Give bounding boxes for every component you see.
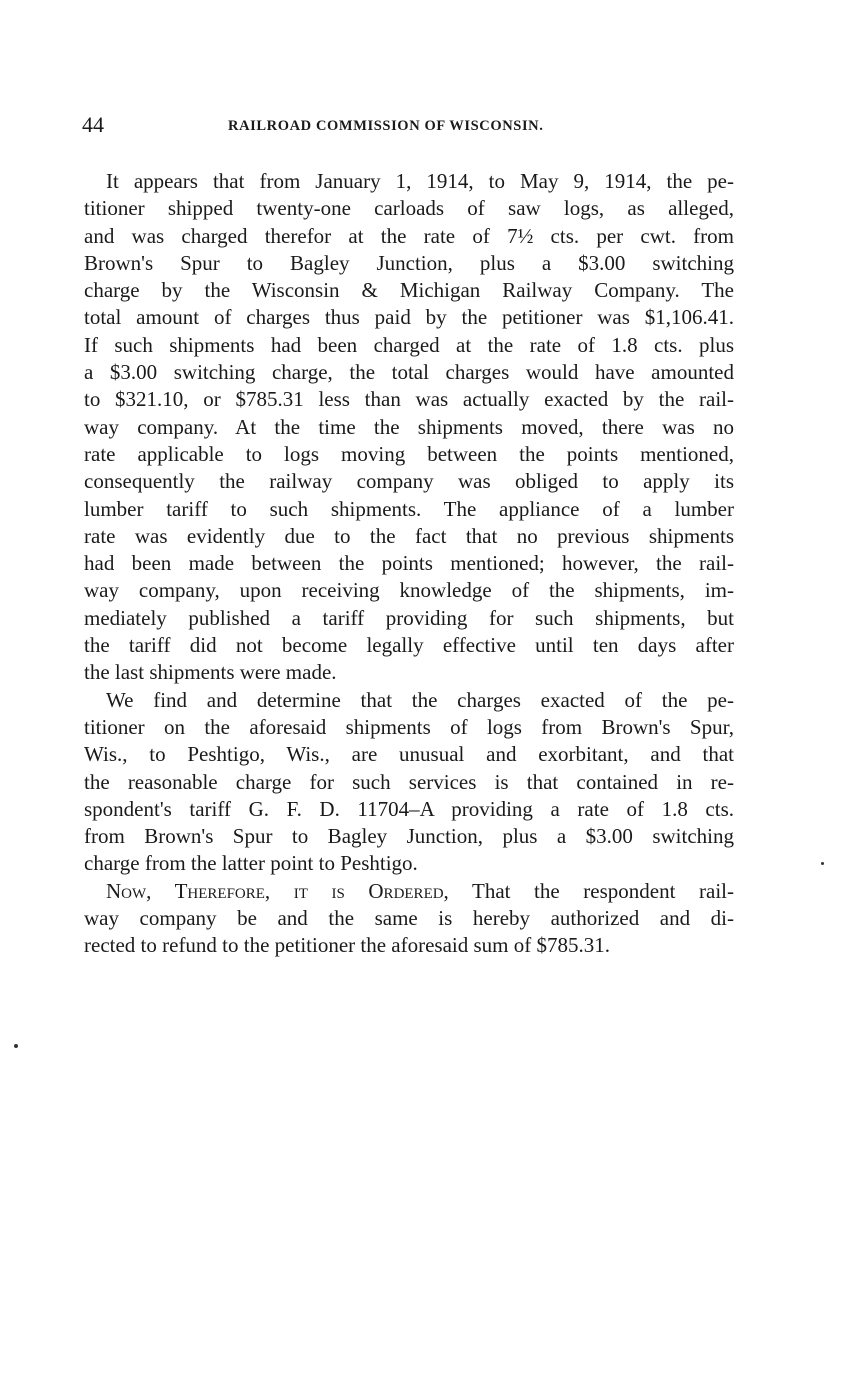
text-line: way company. At the time the shipments moved, there was no — [84, 414, 734, 439]
text-line: had been made between the points mentioned; however, the rail- — [84, 551, 734, 576]
text-line: spondent's tariff G. F. D. 11704–A providing a rate of 1.8 cts. — [84, 796, 734, 821]
paragraph-findings — [84, 168, 734, 687]
scan-speck — [14, 1044, 18, 1048]
order-first-line-rest: That the respondent rail- — [448, 878, 734, 903]
text-line: charge by the Wisconsin & Michigan Railway Company. The — [84, 278, 734, 303]
text-line: way company, upon receiving knowledge of the shipments, im- — [84, 578, 734, 603]
text-line: We find and determine that the charges exacted of the pe- — [106, 687, 734, 712]
scan-speck — [821, 862, 824, 865]
text-line: Brown's Spur to Bagley Junction, plus a $3.00 switching — [84, 250, 734, 275]
text-line: If such shipments had been charged at the rate of 1.8 cts. plus — [84, 332, 734, 357]
text-line: titioner shipped twenty-one carloads of saw logs, as alleged, — [84, 196, 734, 221]
text-line: It appears that from January 1, 1914, to May 9, 1914, the pe- — [106, 169, 734, 193]
order-lead: Now, Therefore, it is Ordered, — [106, 878, 449, 903]
body-text — [84, 168, 734, 960]
paragraph-order — [84, 878, 734, 960]
text-line: the reasonable charge for such services is that contained in re- — [84, 769, 734, 794]
running-head: RAILROAD COMMISSION OF WISCONSIN. — [228, 118, 544, 134]
text-line: rected to refund to the petitioner the aforesaid sum of $785.31. — [84, 933, 611, 958]
text-line: consequently the railway company was obliged to apply its — [84, 469, 734, 494]
text-line: from Brown's Spur to Bagley Junction, plus a $3.00 switching — [84, 824, 734, 849]
text-line: rate was evidently due to the fact that no previous shipments — [84, 523, 734, 548]
text-line: the last shipments were made. — [84, 660, 337, 685]
text-line: total amount of charges thus paid by the petitioner was $1,106.41. — [84, 305, 734, 330]
text-line: Wis., to Peshtigo, Wis., are unusual and exorbitant, and that — [84, 742, 734, 767]
paragraph-determination — [84, 687, 734, 878]
text-line: lumber tariff to such shipments. The appliance of a lumber — [84, 496, 734, 521]
text-line: titioner on the aforesaid shipments of logs from Brown's Spur, — [84, 714, 734, 739]
page-header — [82, 112, 734, 142]
text-line: mediately published a tariff providing for such shipments, but — [84, 605, 734, 630]
text-line: and was charged therefor at the rate of 7½ cts. per cwt. from — [84, 223, 734, 248]
text-line: a $3.00 switching charge, the total charges would have amounted — [84, 360, 734, 385]
text-line: the tariff did not become legally effective until ten days after — [84, 633, 734, 658]
text-line: rate applicable to logs moving between the points mentioned, — [84, 441, 734, 466]
text-line: charge from the latter point to Peshtigo. — [84, 851, 418, 876]
text-line: to $321.10, or $785.31 less than was actually exacted by the rail- — [84, 387, 734, 412]
order-first-line — [84, 878, 734, 905]
page-number: 44 — [82, 112, 104, 137]
text-line: way company be and the same is hereby authorized and di- — [84, 906, 734, 931]
